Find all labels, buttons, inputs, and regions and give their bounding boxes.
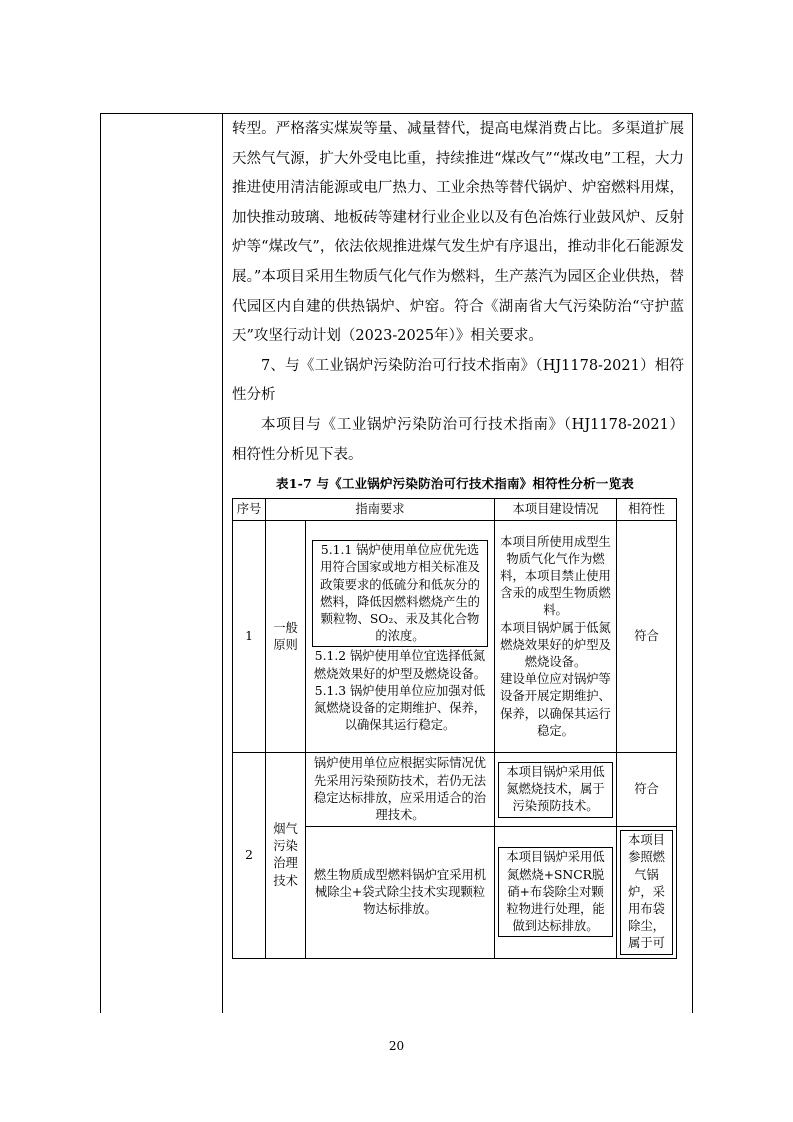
requirement-text: 5.1.2 锅炉使用单位宜选择低氮燃烧效果好的炉型及燃烧设备。 xyxy=(313,649,487,681)
situation-cell xyxy=(495,521,617,753)
section-heading: 7、与《工业锅炉污染防治可行技术指南》（HJ1178-2021）相符性分析 xyxy=(232,357,684,404)
header-situation: 本项目建设情况 xyxy=(495,499,617,521)
requirement-text: 5.1.3 锅炉使用单位应加强对低氮燃烧设备的定期维护、保养，以确保其运行稳定。 xyxy=(313,683,487,733)
row-number: 1 xyxy=(233,521,266,753)
situation-text: 本项目锅炉采用低氮燃烧+SNCR脱硝+布袋除尘对颗粒物进行处理，能做到达标排放。 xyxy=(498,847,613,937)
row-number: 2 xyxy=(233,753,266,958)
row-category: 一般原则 xyxy=(266,521,306,753)
body-paragraph: 转型。严格落实煤炭等量、减量替代，提高电煤消费占比。多渠道扩展天然气气源，扩大外受电比重，持续推进“煤改气”“煤改电”工程，大力推进使用清洁能源或电厂热力、工业余热等替代锅炉、炉窑燃料用煤，加快推动玻璃、地板砖等建材行业企业以及有色冶炼行业鼓风炉、反射炉等“煤改气”，依法依规推进煤气发生炉有序退出，推动非化石能源发展。”本项目采用生物质气化气作为燃料，生产蒸汽为园区企业供热，替代园区内自建的供热锅炉、炉窑。符合《湖南省大气污染防治“守护蓝天”攻坚行动计划（2023-2025年）》相关要求。 xyxy=(232,121,684,345)
situation-text: 建设单位应对锅炉等设备开展定期维护、保养，以确保其运行稳定。 xyxy=(500,672,611,738)
table-row xyxy=(233,753,677,827)
requirement-cell: 燃生物质成型燃料锅炉宜采用机械除尘+袋式除尘技术实现颗粒物达标排放。 xyxy=(306,827,495,958)
header-requirement: 指南要求 xyxy=(266,499,495,521)
header-no: 序号 xyxy=(233,499,266,521)
situation-text: 本项目锅炉采用低氮燃烧技术，属于污染预防技术。 xyxy=(498,762,613,818)
requirement-cell xyxy=(306,521,495,753)
table-row xyxy=(233,521,677,753)
requirement-text: 5.1.1 锅炉使用单位应优先选用符合国家或地方相关标准及政策要求的低硫分和低灰分的燃料，降低因燃料燃烧产生的颗粒物、SO₂、汞及其化合物的浓度。 xyxy=(312,540,488,647)
conformity-cell: 符合 xyxy=(617,753,677,827)
conformity-text: 本项目参照燃气锅炉，采用布袋除尘，属于可 xyxy=(620,830,673,954)
table-caption: 表1-7 与《工业锅炉污染防治可行技术指南》相符性分析一览表 xyxy=(276,476,634,492)
header-conformity: 相符性 xyxy=(617,499,677,521)
page-number: 20 xyxy=(388,1039,405,1053)
frame-divider xyxy=(222,114,223,1013)
conformity-cell: 符合 xyxy=(617,521,677,753)
table-header-row xyxy=(233,499,677,521)
conformity-cell xyxy=(617,827,677,958)
situation-cell xyxy=(495,753,617,827)
body-paragraph: 本项目与《工业锅炉污染防治可行技术指南》（HJ1178-2021）相符性分析见下表。 xyxy=(232,416,684,463)
situation-cell xyxy=(495,827,617,958)
row-category: 烟气污染治理技术 xyxy=(266,753,306,958)
situation-text: 本项目所使用成型生物质气化气作为燃料，本项目禁止使用含汞的成型生物质燃料。 xyxy=(500,534,611,618)
requirement-cell: 锅炉使用单位应根据实际情况优先采用污染预防技术，若仍无法稳定达标排放，应采用适合的治理技术。 xyxy=(306,753,495,827)
situation-text: 本项目锅炉属于低氮燃烧效果好的炉型及燃烧设备。 xyxy=(500,620,611,670)
page-content xyxy=(232,115,684,959)
conformity-table xyxy=(232,498,677,958)
